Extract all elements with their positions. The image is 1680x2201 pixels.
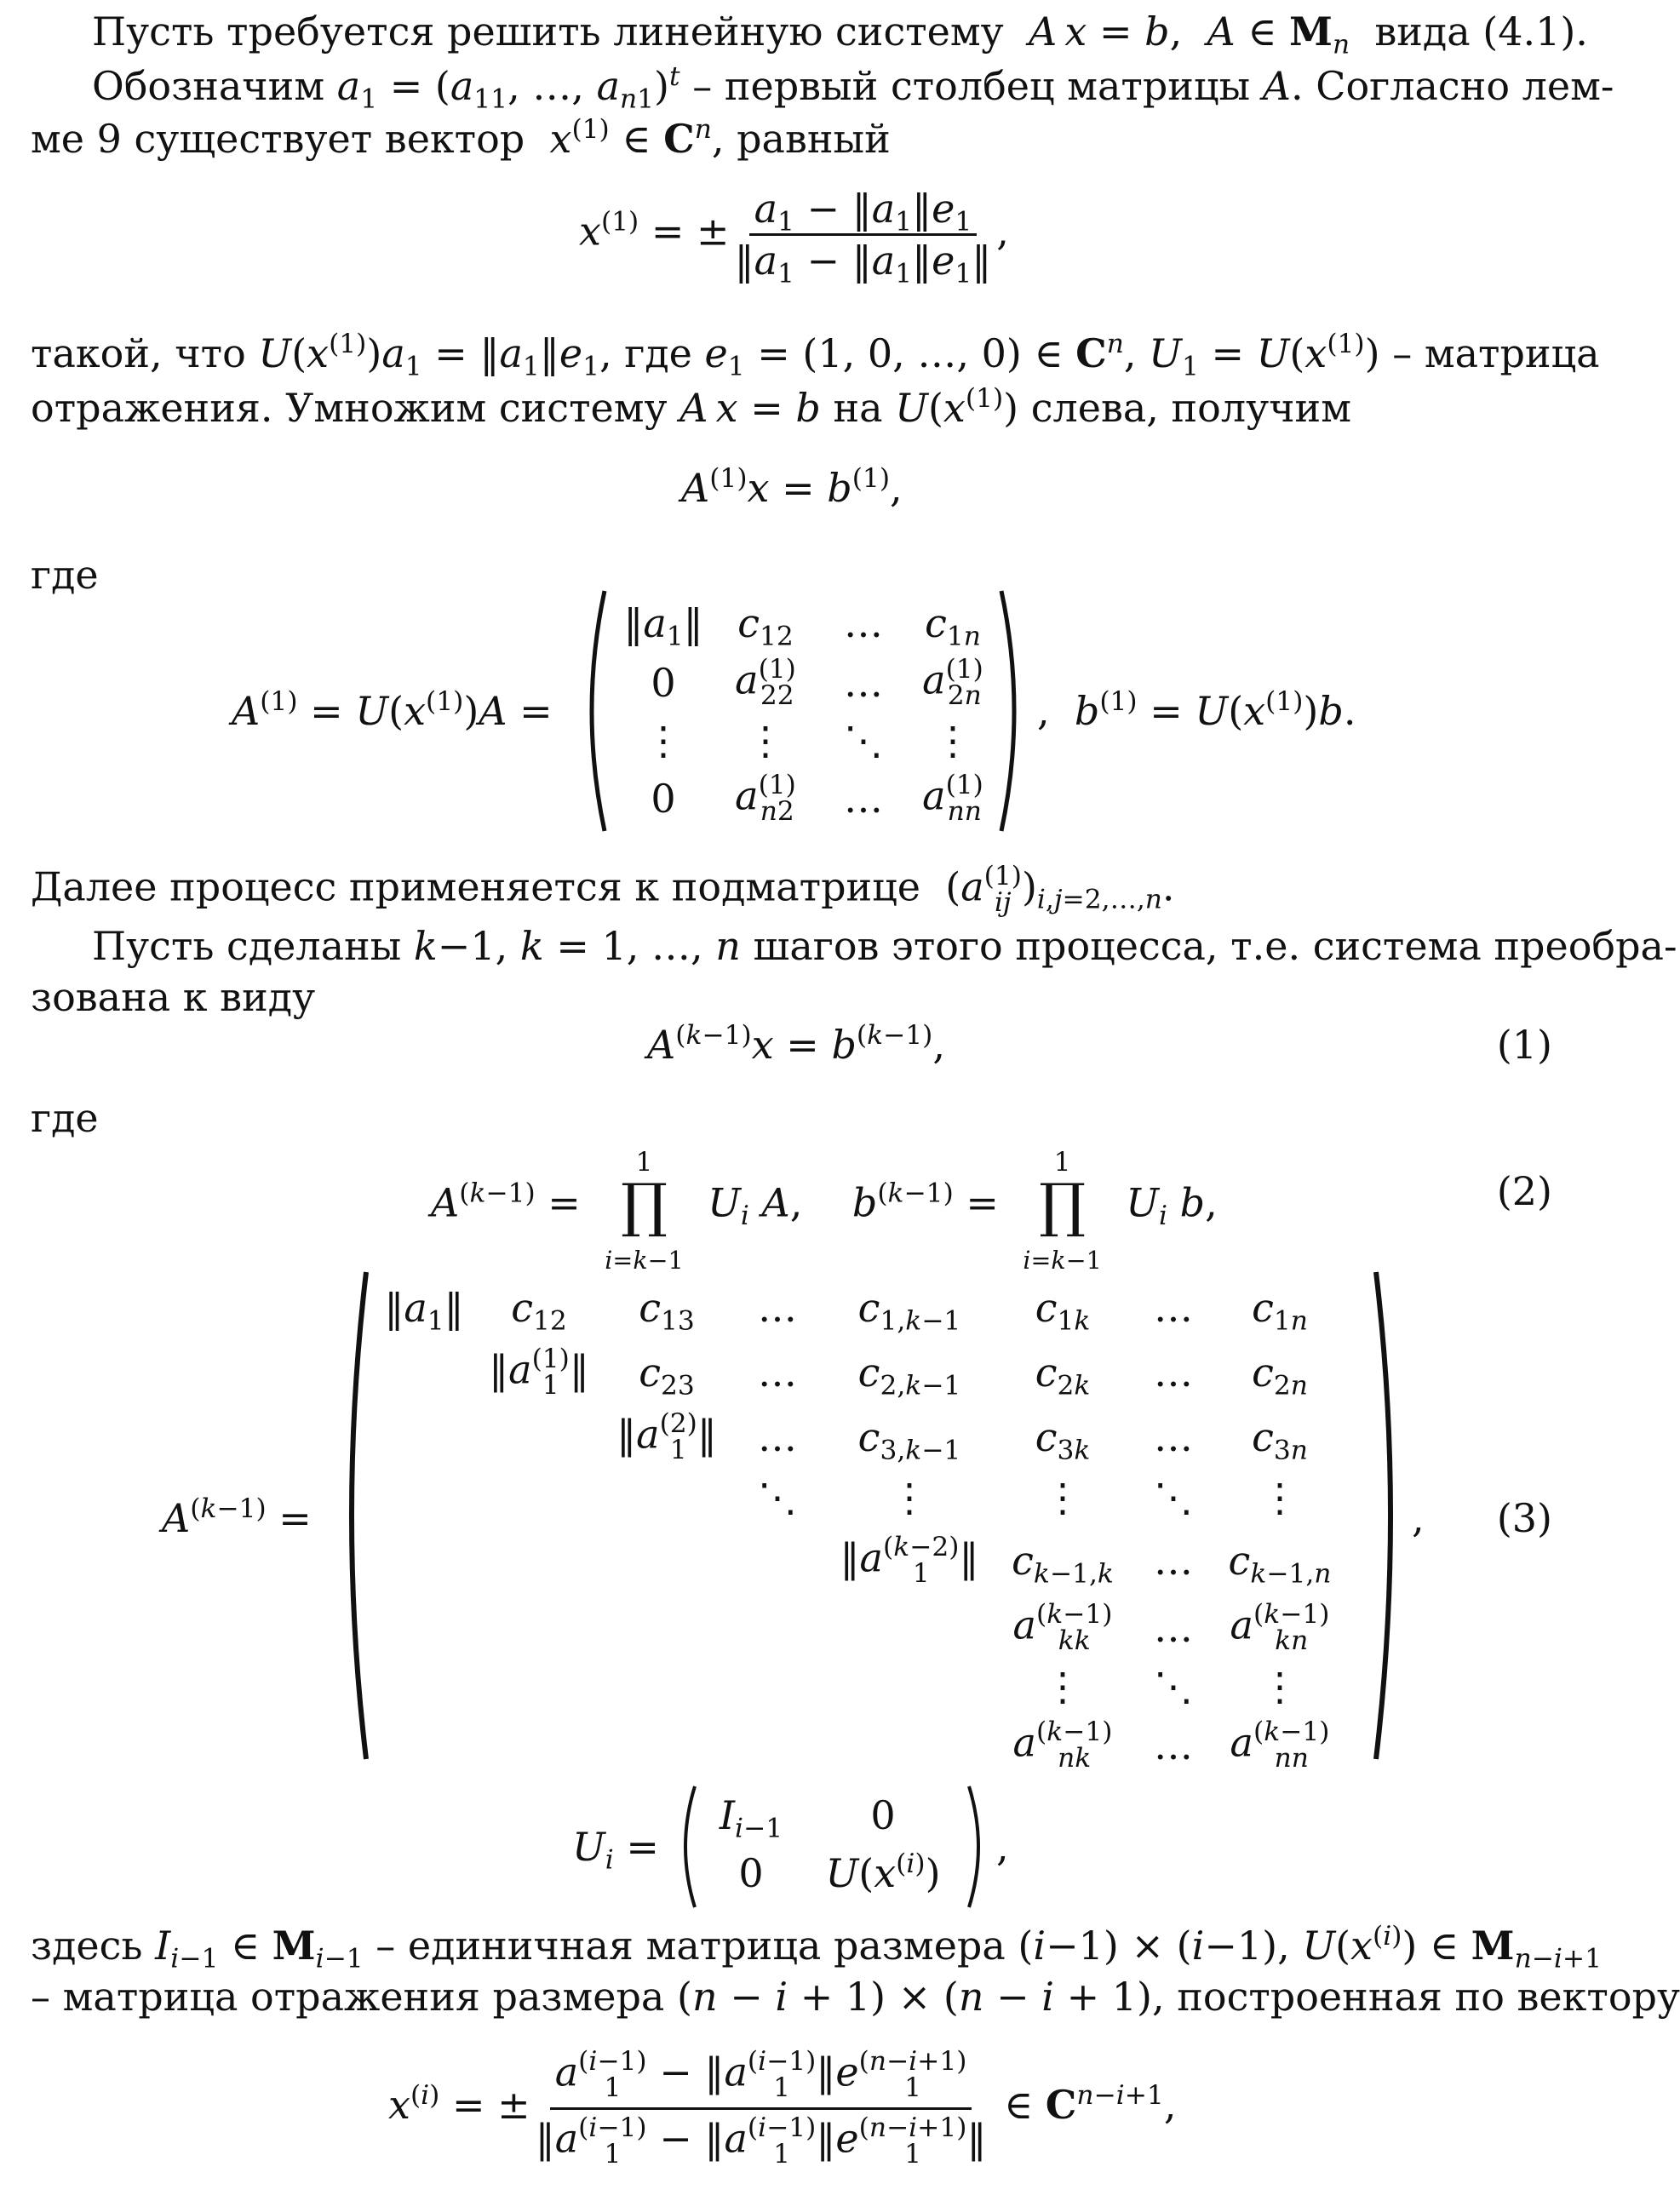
transformed-system-1: $A^{(1)}x = b^{(1)}$,: [681, 462, 903, 511]
matrix-a1: $‖a_1‖$ $c_{12}$ … $c_{1n}$ 0 a(1) 22 … a(1) 2n ⋮ ⋮ ⋱ ⋮ 0 a(1) n2 … a(1) nn: [623, 600, 983, 827]
para5-line2: зована к виду: [31, 974, 316, 1020]
right-paren-matrix-1: [996, 588, 1030, 834]
matrix-ui: $I_{i-1}$ 0 0 $U(x^{(i)})$: [719, 1792, 941, 1896]
a1-lhs: $A^{(1)} = U(x^{(1)})A$ =: [232, 685, 553, 734]
para3-line1: такой, что $U(x^{(1)})a_1$ = $‖a_1‖e_1$, где $e_1 = (1$, 0, …, 0) ∈ $C^n$, $U_1 = U(x^{(1)})$ – матрица: [31, 328, 1600, 382]
left-paren-matrix-3: [334, 1269, 371, 1763]
equation-2: $A^{(k-1)} = 1$ ∏ i=k−1 $U_i$ A, $b^{(k-1)} = 1$ ∏ i=k−1 $U_i$ b,: [431, 1147, 1218, 1275]
matrix-3-comma: ,: [1412, 1495, 1425, 1541]
b1-definition: , $b^{(1)} = U(x^{(1)})b$.: [1037, 685, 1356, 734]
para1-line1: Пусть требуется решить линейную систему A x = b, A ∈ $M_n$ вида (4.1).: [92, 9, 1588, 60]
left-paren-matrix-1: [576, 588, 610, 834]
equation-1: $A^{(k-1)}x = b^{(k-1)}$,: [647, 1019, 945, 1068]
para2-line2: ме 9 существует вектор $x^{(1)}$ ∈ $C^n$, равный: [31, 113, 891, 162]
equation-number-1: (1): [1496, 1022, 1552, 1068]
where-label-2: где: [31, 1095, 99, 1141]
equation-number-3: (3): [1496, 1495, 1552, 1541]
matrix-a-k-minus-1: $‖a_1‖$ $c_{12}$ $c_{13}$ … $c_{1,k-1}$ $c_{1k}$ … $c_{1n}$ ‖a(1) 1 ‖ $c_{23}$ … $c_{2,k-1}$ $c_{2k}$ … $c_{2n}$ ‖a(2) 1 ‖ … $c_{3,k-1}$ $c_{3k}$ … $c_{3n}$ ⋱ ⋮ ⋮ ⋱ ⋮ ‖a(k−2) 1 ‖ $c_{k-1,k}$ … $c_{k-1,n}$ a(k−1) kk … a(k−1) kn ⋮ ⋱ ⋮ a(k−1) nk … a(k−1) nn: [384, 1285, 1332, 1774]
ui-lhs: $U_i$ =: [572, 1824, 659, 1876]
para3-line2: отражения. Умножим систему A x = b на $U(x^{(1)})$ слева, получим: [31, 382, 1351, 431]
equation-number-2: (2): [1496, 1168, 1552, 1214]
householder-vector-formula-i: $x^{(i)}$ = ± a(i−1) 1 − ‖a(i−1) 1 ‖e(n−i+1) 1 ‖a(i−1) 1 − ‖a(i−1) 1 ‖e(n−i+1) 1 ‖ ∈ $C^{n-i+1}$,: [388, 2046, 1177, 2169]
para2-line1: Обозначим $a_1 = (a_{11}$, …, $a_{n1})^t$ – первый столбец матрицы A. Согласно лем-: [92, 60, 1614, 115]
para6-line2: – матрица отражения размера (n − i + 1) × (n − i + 1), построенная по вектору: [31, 1974, 1680, 2020]
where-label-1: где: [31, 552, 99, 598]
para4-line1: Далее процесс применяется к подматрице (a(1) ij )$_{i,j=2,\dots,n}$.: [31, 861, 1175, 919]
left-paren-ui: [673, 1783, 698, 1911]
a-k-minus-1-lhs: $A^{(k-1)}$ =: [162, 1493, 312, 1541]
para6-line1: здесь $I_{i-1}$ ∈ $M_{i-1}$ – единичная матрица размера (i−1) × (i−1), $U(x^{(i)})$ ∈ $M_{n-i+1}$: [31, 1920, 1603, 1975]
ui-comma: ,: [996, 1824, 1009, 1870]
right-paren-matrix-3: [1371, 1269, 1408, 1763]
householder-vector-formula: $x^{(1)}$ = ± $\frac{a_1 - ‖a_1‖e_1}{‖a_1 - ‖a_1‖e_1‖}$ ,: [579, 186, 1009, 289]
right-paren-ui: [966, 1783, 991, 1911]
para5-line1: Пусть сделаны k−1, k = 1, …, n шагов этого процесса, т.е. система преобра-: [92, 923, 1677, 969]
